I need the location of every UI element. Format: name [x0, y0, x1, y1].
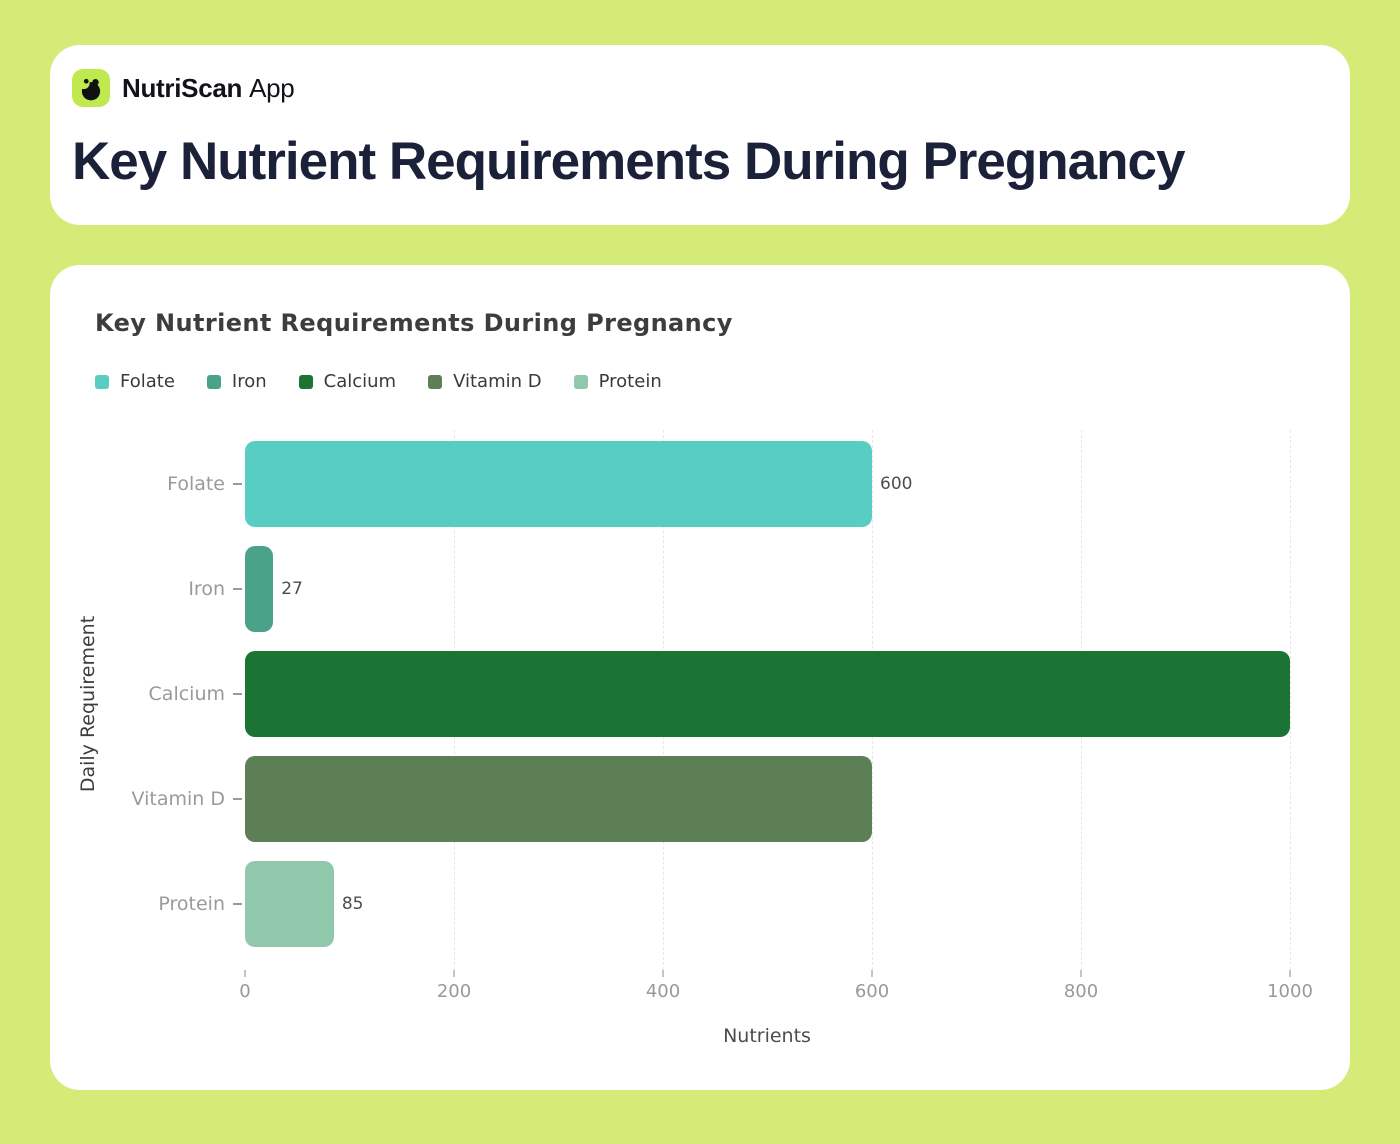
legend-label: Folate [120, 371, 175, 392]
brand-name-bold: NutriScan [122, 72, 243, 103]
x-tick-mark [1080, 970, 1082, 977]
legend-swatch-icon [299, 375, 313, 389]
legend-swatch-icon [207, 375, 221, 389]
x-tick-label-1000: 1000 [1267, 981, 1313, 1002]
legend-item-calcium[interactable] [299, 371, 396, 392]
bar-value-label: 85 [341, 894, 364, 914]
legend-label: Vitamin D [453, 371, 542, 392]
brand [72, 69, 294, 107]
brand-name [122, 73, 294, 104]
y-tick-label-protein: Protein [158, 893, 225, 915]
x-tick-mark [871, 970, 873, 977]
bar-calcium[interactable] [245, 651, 1290, 737]
y-tick-mark [233, 693, 242, 695]
x-tick-label-400: 400 [645, 981, 681, 1002]
x-tick-label-200: 200 [436, 981, 472, 1002]
page-title: Key Nutrient Requirements During Pregnancy [72, 132, 1185, 191]
x-tick-mark [244, 970, 246, 977]
legend-item-folate[interactable] [95, 371, 175, 392]
nutriscan-logo-icon [72, 69, 110, 107]
plot-area [245, 430, 1290, 970]
chart-legend [95, 371, 662, 392]
legend-swatch-icon [574, 375, 588, 389]
legend-item-vitamin-d[interactable] [428, 371, 542, 392]
bar-protein[interactable] [245, 861, 334, 947]
bar-vitamin-d[interactable] [245, 756, 872, 842]
bar-value-label: 27 [281, 579, 303, 599]
legend-label: Iron [231, 371, 267, 392]
x-tick-mark [1289, 970, 1291, 977]
chart-title: Key Nutrient Requirements During Pregnancy [95, 309, 733, 337]
y-tick-label-folate: Folate [167, 473, 225, 495]
y-tick-label-vitamin-d: Vitamin D [131, 788, 225, 810]
y-tick-label-iron: Iron [188, 578, 225, 600]
x-tick-label-0: 0 [239, 981, 251, 1002]
x-axis-label: Nutrients [723, 1025, 811, 1047]
x-tick-label-800: 800 [1063, 981, 1099, 1002]
gridline-1000 [1290, 430, 1291, 970]
brand-name-app: App [249, 72, 295, 103]
y-tick-mark [233, 588, 242, 590]
bar-folate[interactable] [245, 441, 872, 527]
x-tick-mark [453, 970, 455, 977]
bar-value-label: 600 [880, 474, 913, 494]
y-tick-mark [233, 798, 242, 800]
legend-label: Calcium [323, 371, 397, 392]
y-tick-label-calcium: Calcium [148, 683, 225, 705]
legend-swatch-icon [428, 375, 442, 389]
y-tick-mark [233, 483, 242, 485]
leaf-face-icon [76, 73, 106, 103]
bar-iron[interactable] [245, 546, 273, 632]
legend-item-iron[interactable] [207, 371, 267, 392]
chart-card [50, 265, 1350, 1090]
legend-label: Protein [598, 371, 662, 392]
y-tick-mark [233, 903, 242, 905]
x-tick-label-600: 600 [854, 981, 890, 1002]
legend-swatch-icon [95, 375, 109, 389]
legend-item-protein[interactable] [574, 371, 662, 392]
header-card [50, 45, 1350, 225]
x-tick-mark [662, 970, 664, 977]
y-axis-label: Daily Requirement [77, 615, 99, 793]
